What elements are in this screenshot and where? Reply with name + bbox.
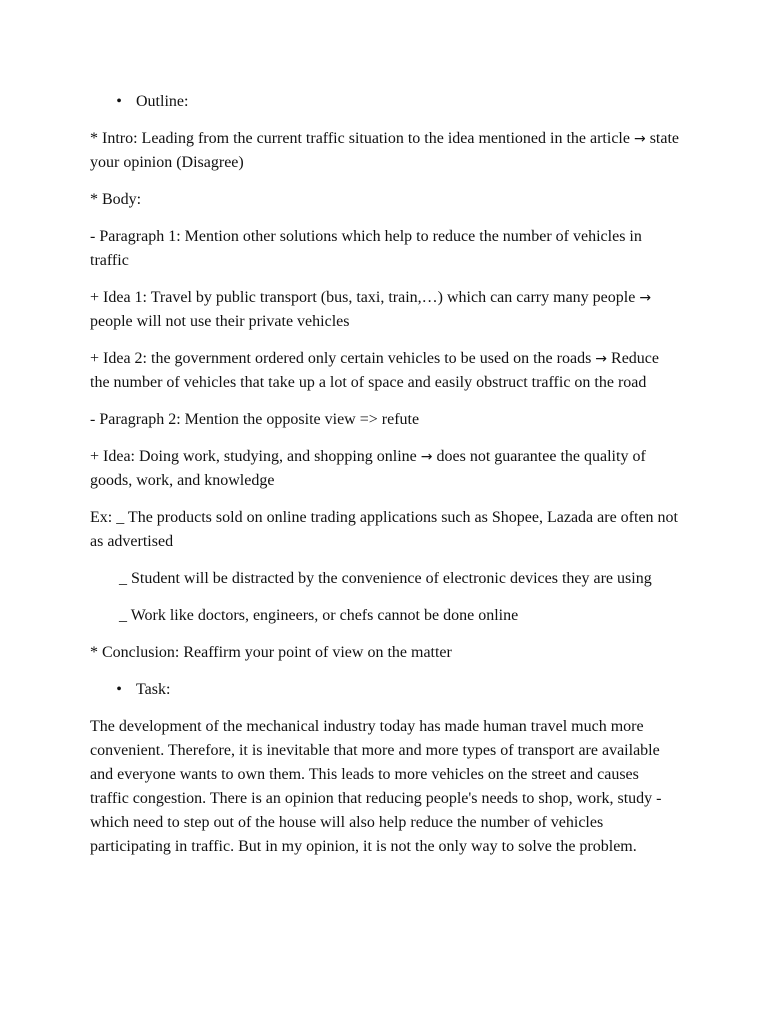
body-heading: * Body:: [90, 191, 142, 208]
right-arrow-icon: →: [639, 290, 652, 306]
task-bullet-item: [90, 678, 680, 702]
intro-opinion-text: state your opinion (Disagree): [90, 130, 680, 171]
outline-label: Outline:: [136, 93, 189, 110]
idea2-text: + Idea 2: the government ordered only certain vehicles to be used on the roads: [90, 350, 596, 367]
intro-line: [90, 127, 680, 175]
idea1-text: + Idea 1: Travel by public transport (bus, taxi, train,…) which can carry many people: [90, 289, 640, 306]
example-item: _ Student will be distracted by the convenience of electronic devices they are using: [119, 570, 652, 587]
document-page: [90, 90, 680, 872]
paragraph1-idea2: [90, 347, 680, 395]
idea1-result-text: people will not use their private vehicles: [90, 313, 350, 330]
paragraph2-idea-text: + Idea: Doing work, studying, and shopping online: [90, 448, 421, 465]
idea2-result-text: Reduce the number of vehicles that take up a lot of space and easily obstruct traffic on the road: [90, 350, 660, 391]
bullet-dot: •: [116, 681, 122, 698]
paragraph2-idea: [90, 445, 680, 493]
paragraph1-heading: - Paragraph 1: Mention other solutions which help to reduce the number of vehicles in traffic: [90, 228, 642, 269]
paragraph2-heading: - Paragraph 2: Mention the opposite view => refute: [90, 411, 420, 428]
outline-bullet-item: [90, 90, 680, 114]
right-arrow-icon: →: [633, 131, 646, 147]
intro-text: * Intro: Leading from the current traffic situation to the idea mentioned in the article: [90, 130, 634, 147]
task-label: Task:: [136, 681, 171, 698]
conclusion-line: * Conclusion: Reaffirm your point of view on the matter: [90, 644, 452, 661]
example-item: _ Work like doctors, engineers, or chefs cannot be done online: [119, 607, 519, 624]
paragraph2-idea-result-text: does not guarantee the quality of goods, work, and knowledge: [90, 448, 646, 489]
bullet-dot: •: [116, 93, 122, 110]
task-paragraph: The development of the mechanical industry today has made human travel much more convenient. Therefore, it is inevitable that more and more types of transport are available and everyone wants to own them. This leads to more vehicles on the street and causes traffic congestion. There is an opinion that reducing people's needs to shop, work, study - which need to step out of the house will also help reduce the number of vehicles participating in traffic. But in my opinion, it is not the only way to solve the problem.: [90, 718, 662, 855]
example-item: Ex: _ The products sold on online trading applications such as Shopee, Lazada are often not as advertised: [90, 509, 678, 550]
right-arrow-icon: →: [420, 449, 433, 465]
right-arrow-icon: →: [595, 351, 608, 367]
paragraph1-idea1: [90, 286, 680, 334]
